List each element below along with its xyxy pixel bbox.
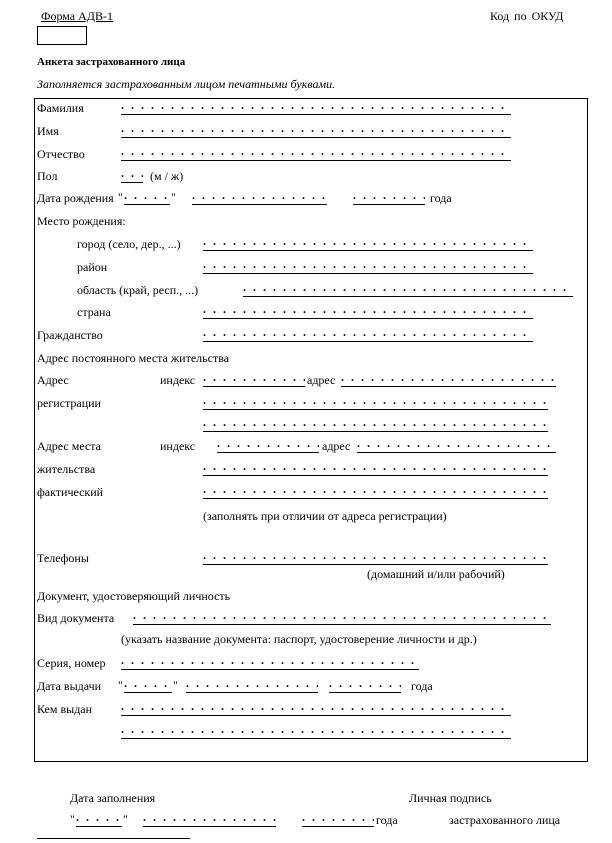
region-field[interactable] <box>243 282 573 297</box>
birth-date-label: Дата рождения <box>37 191 114 205</box>
okud-code-box[interactable] <box>37 26 87 45</box>
actual-address-word: адрес <box>322 439 351 453</box>
birth-date-quote-close: " <box>171 190 176 204</box>
issue-date-quote-open: " <box>118 678 123 692</box>
form-name: Форма АДВ-1 <box>41 9 113 23</box>
sex-hint: (м / ж) <box>150 169 184 183</box>
actual-address-label-1: Адрес места <box>37 439 101 453</box>
actual-address-field-1[interactable] <box>357 438 556 453</box>
birth-year-word: года <box>430 191 452 205</box>
series-number-field[interactable] <box>121 655 419 670</box>
issue-year-field[interactable] <box>329 678 401 693</box>
actual-index-field[interactable] <box>217 438 319 453</box>
signature-line[interactable] <box>37 838 190 839</box>
actual-address-field-2[interactable] <box>203 461 548 476</box>
issue-month-field[interactable] <box>186 678 318 693</box>
patronymic-field[interactable] <box>121 146 511 161</box>
signature-label-2: застрахованного лица <box>449 813 561 827</box>
city-field[interactable] <box>203 236 533 251</box>
issued-by-field-1[interactable] <box>121 701 511 716</box>
country-label: страна <box>77 305 111 319</box>
citizenship-field[interactable] <box>203 327 533 342</box>
citizenship-label: Гражданство <box>37 328 103 342</box>
actual-address-field-3[interactable] <box>203 484 548 499</box>
series-number-label: Серия, номер <box>37 656 106 670</box>
surname-field[interactable] <box>121 100 511 115</box>
issue-day-field[interactable] <box>124 678 172 693</box>
fill-date-quote-open: " <box>70 812 75 826</box>
birth-year-field[interactable] <box>353 190 425 205</box>
reg-address-field-2[interactable] <box>203 395 548 410</box>
actual-address-label-3: фактический <box>37 485 104 499</box>
region-label: область (край, респ., ...) <box>77 283 199 297</box>
actual-address-label-2: жительства <box>37 462 96 476</box>
birth-day-field[interactable] <box>124 190 170 205</box>
reg-address-word: адрес <box>307 373 336 387</box>
district-label: район <box>77 260 108 274</box>
name-field[interactable] <box>121 123 511 138</box>
fill-date-quote-close: " <box>123 812 128 826</box>
name-label: Имя <box>37 124 59 138</box>
fill-date-label: Дата заполнения <box>70 791 156 805</box>
surname-label: Фамилия <box>37 101 84 115</box>
birth-date-quote-open: " <box>118 190 123 204</box>
fill-day-field[interactable] <box>76 812 122 827</box>
id-document-heading: Документ, удостоверяющий личность <box>37 589 231 603</box>
fill-year-field[interactable] <box>302 812 374 827</box>
issue-year-word: года <box>411 679 433 693</box>
actual-index-label: индекс <box>160 439 196 453</box>
reg-address-label-2: регистрации <box>37 396 101 410</box>
actual-address-hint: (заполнять при отличии от адреса регистрации) <box>203 509 447 523</box>
phones-hint: (домашний и/или рабочий) <box>367 567 505 581</box>
form-subtitle: Заполняется застрахованным лицом печатными буквами. <box>37 77 336 91</box>
signature-label-1: Личная подпись <box>409 791 492 805</box>
form-title: Анкета застрахованного лица <box>37 56 186 68</box>
phones-label: Телефоны <box>37 551 89 565</box>
okud-label: Код по ОКУД <box>490 9 564 23</box>
district-field[interactable] <box>203 259 533 274</box>
issued-by-label: Кем выдан <box>37 702 93 716</box>
reg-address-label-1: Адрес <box>37 373 69 387</box>
issue-date-quote-close: " <box>173 678 178 692</box>
city-label: город (село, дер., ...) <box>77 237 181 251</box>
birth-place-label: Место рождения: <box>37 214 126 228</box>
country-field[interactable] <box>203 304 533 319</box>
issued-by-field-2[interactable] <box>121 724 511 739</box>
doc-type-field[interactable] <box>133 610 551 625</box>
doc-type-hint: (указать название документа: паспорт, удостоверение личности и др.) <box>121 632 477 646</box>
issue-date-label: Дата выдачи <box>37 679 102 693</box>
reg-index-field[interactable] <box>203 372 305 387</box>
fill-month-field[interactable] <box>143 812 276 827</box>
reg-address-field-1[interactable] <box>341 372 556 387</box>
doc-type-label: Вид документа <box>37 611 115 625</box>
sex-label: Пол <box>37 169 58 183</box>
fill-year-word: года <box>376 813 398 827</box>
patronymic-label: Отчество <box>37 147 85 161</box>
reg-index-label: индекс <box>160 373 196 387</box>
permanent-address-heading: Адрес постоянного места жительства <box>37 351 230 365</box>
phones-field[interactable] <box>203 550 548 565</box>
reg-address-field-3[interactable] <box>203 417 548 432</box>
birth-month-field[interactable] <box>192 190 327 205</box>
sex-field[interactable] <box>121 168 143 183</box>
